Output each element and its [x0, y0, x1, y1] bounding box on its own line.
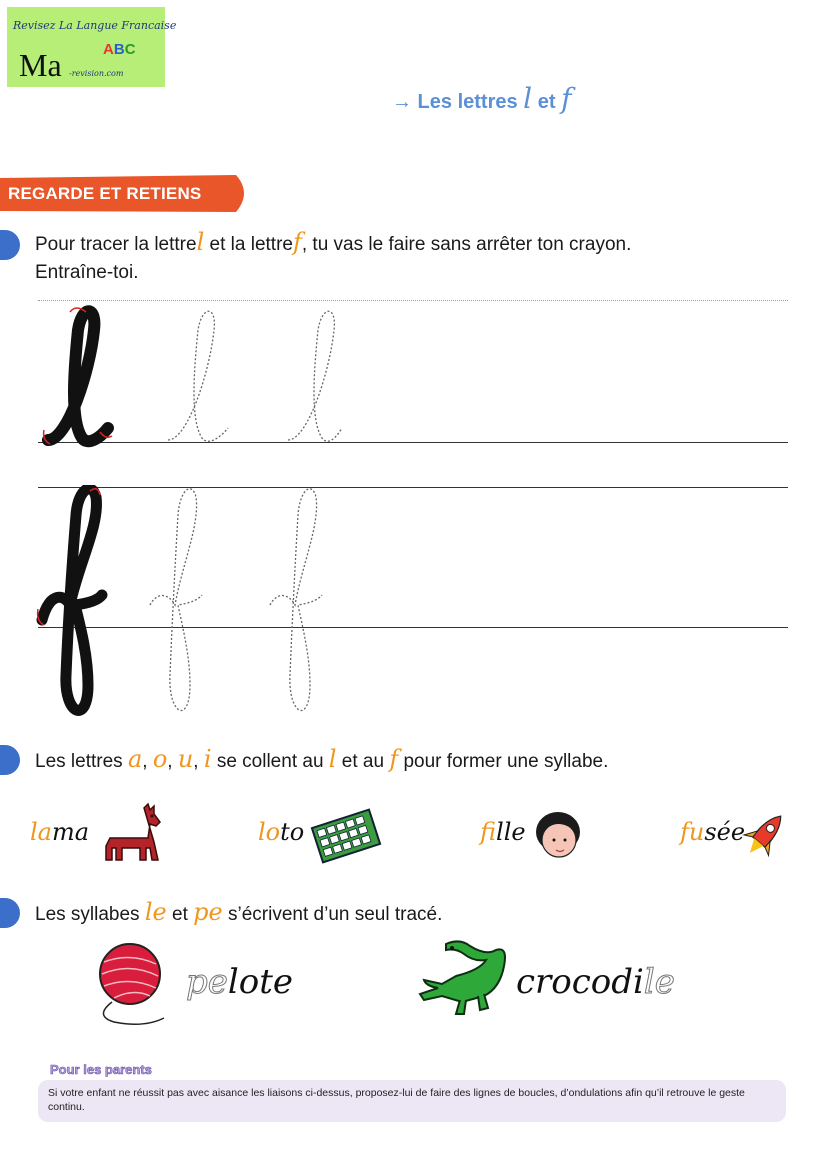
title-letter-f: f [561, 82, 572, 115]
letter-l-trace [288, 311, 342, 441]
crocodile-icon [416, 936, 520, 1026]
llama-icon [100, 802, 164, 864]
section-banner-label: REGARDE ET RETIENS [8, 184, 202, 203]
girl-face-icon [532, 810, 582, 862]
parents-text: Si votre enfant ne réussit pas avec aisance les liaisons ci-dessus, proposez-lui de faire des lignes de boucles, d’ondulations afin qu’il retrouve le geste continu. [48, 1087, 745, 1113]
letter-f-tracing [30, 485, 350, 725]
word-loto: loto [258, 818, 305, 846]
logo-slogan: Revisez La Langue Francaise [13, 19, 177, 32]
logo [7, 7, 177, 87]
title-letter-l: l [523, 82, 533, 115]
word-fille: fille [480, 818, 526, 846]
letter-l-tracing [30, 300, 350, 450]
bullet-marker [0, 230, 20, 260]
word-crocodile: crocodile [516, 962, 675, 1002]
parents-box [38, 1080, 786, 1122]
word-fusee: fusée [680, 818, 746, 846]
logo-site: -revision.com [69, 69, 124, 78]
instruction-1: Pour tracer la lettrel et la lettref, tu vas le faire sans arrêter ton crayon. [35, 228, 632, 256]
instruction-1-line2: Entraîne-toi. [35, 262, 139, 283]
letter-f-trace [270, 489, 322, 711]
rocket-icon [740, 808, 788, 864]
letter-l-model [48, 311, 108, 441]
bullet-marker [0, 898, 20, 928]
section-banner [0, 175, 250, 213]
bullet-marker [0, 745, 20, 775]
instruction-2: Les lettres a, o, u, i se collent au l et au f pour former une syllabe. [35, 745, 609, 773]
loto-card-icon [310, 808, 382, 864]
letter-f-model [42, 489, 102, 711]
page-title: → Les lettres l et f [392, 82, 572, 115]
letter-f-trace [150, 489, 202, 711]
word-lama: lama [30, 818, 90, 846]
yarn-ball-icon [94, 938, 174, 1028]
word-pelote: pelote [186, 962, 294, 1002]
logo-name: Ma [19, 47, 62, 83]
parents-title: Pour les parents [50, 1062, 152, 1077]
instruction-3: Les syllabes le et pe s’écrivent d’un seul tracé. [35, 898, 443, 926]
letter-l-trace [168, 311, 228, 441]
logo-abc: ABC [103, 41, 136, 58]
